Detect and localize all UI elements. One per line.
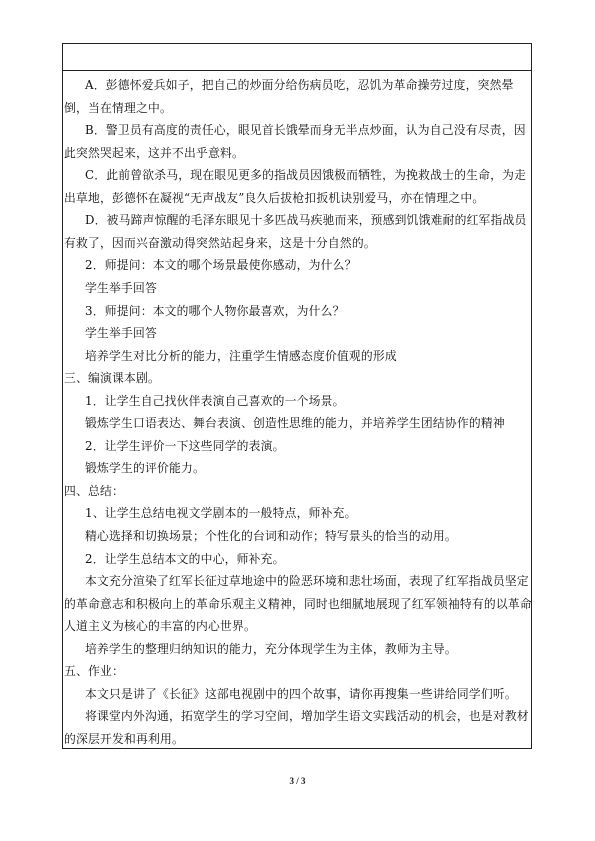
page-number: 3 / 3 xyxy=(289,776,306,786)
text-line: 培养学生对比分析的能力，注重学生情感态度价值观的形成 xyxy=(85,348,397,363)
text-line: 将课堂内外沟通，拓宽学生的学习空间，增加学生语文实践活动的机会，也是对教材 xyxy=(85,709,529,724)
text-line: 锻炼学生的评价能力。 xyxy=(85,461,205,476)
text-line: 培养学生的整理归纳知识的能力，充分体现学生为主体，教师为主导。 xyxy=(85,641,457,656)
text-line: D．被马蹄声惊醒的毛泽东眼见十多匹战马疾驰而来，预感到饥饿难耐的红军指战员 xyxy=(85,213,527,228)
section-heading: 五、作业： xyxy=(64,664,124,679)
text-line: 精心选择和切换场景；个性化的台词和动作；特写景头的恰当的动用。 xyxy=(85,529,457,543)
text-line: 本文只是讲了《长征》这部电视剧中的四个故事，请你再搜集一些讲给同学们听。 xyxy=(85,686,517,701)
text-line: 本文充分渲染了红军长征过草地途中的险恶环境和悲壮场面，表现了红军指战员坚定 xyxy=(85,574,529,589)
text-line: 学生举手回答 xyxy=(85,326,157,341)
text-line: 1、让学生总结电视文学剧本的一般特点，师补充。 xyxy=(85,506,357,521)
text-line: 的革命意志和积极向上的革命乐观主义精神，同时也细腻地展现了红军领袖特有的以革命 xyxy=(64,596,532,611)
text-line: 的深层开发和再利用。 xyxy=(64,732,184,746)
text-line: 2．师提问：本文的哪个场景最使你感动，为什么？ xyxy=(85,258,357,273)
text-line: 锻炼学生口语表达、舞台表演、创造性思维的能力，并培养学生团结协作的精神 xyxy=(85,416,505,431)
text-line: C．此前曾欲杀马，现在眼见更多的指战员因饿极而牺牲，为挽救战士的生命，为走 xyxy=(85,168,527,183)
text-line: A．彭德怀爱兵如子，把自己的炒面分给伤病员吃，忍饥为革命操劳过度，突然晕 xyxy=(85,78,514,92)
text-line: 2．让学生评价一下这些同学的表演。 xyxy=(85,438,285,453)
text-line: 3．师提问：本文的哪个人物你最喜欢，为什么？ xyxy=(85,303,345,318)
text-line: 此突然哭起来，这并不出乎意料。 xyxy=(64,145,244,160)
table-header-divider xyxy=(62,70,532,71)
text-line: 有救了，因而兴奋激动得突然站起身来，这是十分自然的。 xyxy=(64,235,376,250)
text-line: 出草地，彭德怀在凝视“无声战友”良久后拔枪扣扳机诀别爱马，亦在情理之中。 xyxy=(64,190,485,205)
text-line: 1．让学生自己找伙伴表演自己喜欢的一个场景。 xyxy=(85,393,345,408)
text-line: 倒，当在情理之中。 xyxy=(64,100,172,115)
text-line: 2．让学生总结本文的中心，师补充。 xyxy=(85,551,285,566)
text-line: 人道主义为核心的丰富的内心世界。 xyxy=(64,619,256,634)
section-heading: 四、总结： xyxy=(64,483,124,498)
section-heading: 三、编演课本剧。 xyxy=(64,371,160,386)
text-line: B．警卫员有高度的责任心，眼见首长饿晕而身无半点炒面，认为自己没有尽责，因 xyxy=(85,123,526,138)
text-line: 学生举手回答 xyxy=(85,281,157,295)
